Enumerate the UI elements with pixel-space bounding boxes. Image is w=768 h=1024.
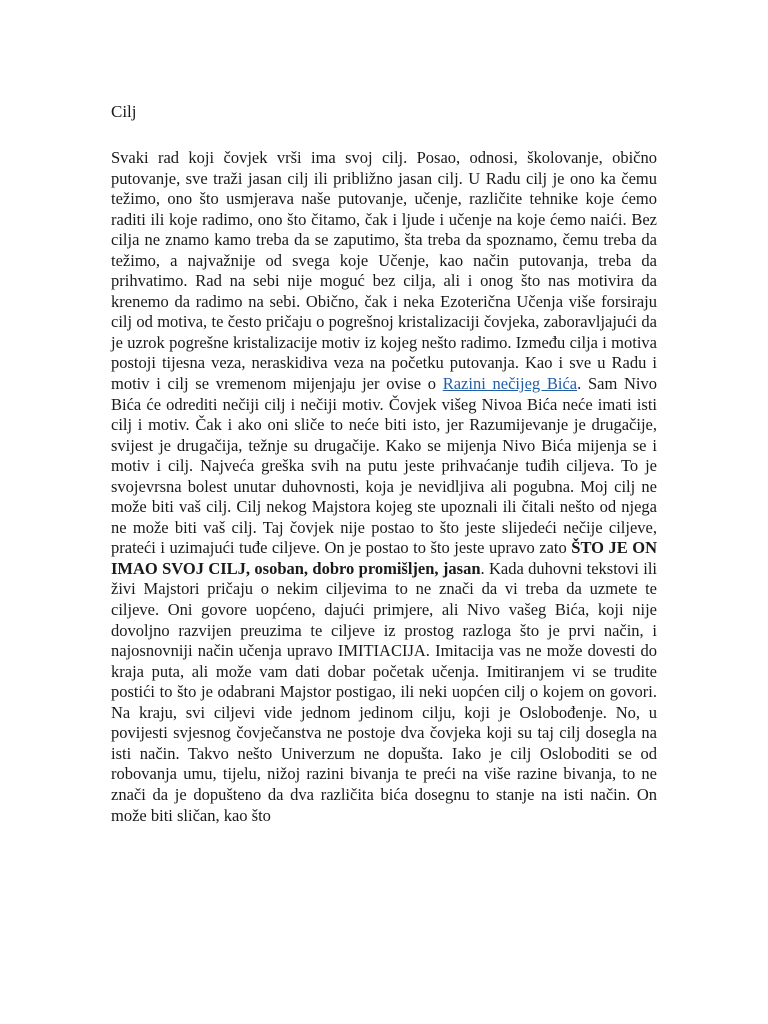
document-page bbox=[111, 100, 657, 826]
paragraph-text-part-2: . Sam Nivo Bića će odrediti nečiji cilj i nečiji motiv. Čovjek višeg Nivoa Bića neće imati isti cilj i motiv. Čak i ako oni sliče to neće biti isto, jer Razumijevanje je drugačije, svijest je drugačija, težnje su drugačije. Kako se mijenja Nivo Bića mijenja se i motiv i cilj. Najveća greška svih na putu jeste prihvaćanje tuđih ciljeva. To je svojevrsna bolest unutar duhovnosti, koja je nevidljiva ali pogubna. Moj cilj ne može biti vaš cilj. Cilj nekog Majstora kojeg ste upoznali ili čitali nešto od njega ne može biti vaš cilj. Taj čovjek nije postao to što jeste slijedeći nečije ciljeve, prateći i uzimajući tuđe ciljeve. On je postao to što jeste upravo zato bbox=[111, 374, 657, 558]
document-title: Cilj bbox=[111, 102, 137, 121]
body-paragraph bbox=[111, 148, 657, 826]
bold-emphasis-text: ŠTO JE ON IMAO SVOJ CILJ, osoban, dobro promišljen, jasan bbox=[111, 538, 657, 578]
paragraph-text-part-1: Svaki rad koji čovjek vrši ima svoj cilj. Posao, odnosi, školovanje, obično putovanje, sve traži jasan cilj ili približno jasan cilj. U Radu cilj je ono ka čemu težimo, ono što usmjerava naše putovanje, učenje, različite tehnike koje ćemo raditi ili koje radimo, ono što čitamo, čak i ljude i učenje na koje ćemo naići. Bez cilja ne znamo kamo treba da se zaputimo, šta treba da spoznamo, čemu treba da težimo, a najvažnije od svega koje Učenje, kao način putovanja, treba da prihvatimo. Rad na sebi nije moguć bez cilja, ali i onog što nas motivira da krenemo da radimo na sebi. Obično, čak i neka Ezoterična Učenja više forsiraju cilj od motiva, te često pričaju o pogrešnoj kristalizaciji čovjeka, zaboravljajući da je uzrok pogrešne kristalizacije motiv iz kojeg nešto radimo. Između cilja i motiva postoji tijesna veza, neraskidiva veza na početku putovanja. Kao i sve u Radu i motiv i cilj se vremenom mijenjaju jer ovise o bbox=[111, 148, 657, 394]
razini-bica-link[interactable]: Razini nečijeg Bića bbox=[442, 374, 578, 394]
paragraph-text-part-3: . Kada duhovni tekstovi ili živi Majstori pričaju o nekim ciljevima to ne znači da vi treba da uzmete te ciljeve. Oni govore uopćeno, dajući primjere, ali Nivo vašeg Bića, koji nije dovoljno razvijen preuzima te ciljeve iz prostog razloga što je prvi način, i najosnovniji način učenja upravo IMITIACIJA. Imitacija vas ne može dovesti do kraja puta, ali može vam dati dobar početak učenja. Imitiranjem vi se trudite postići to što je odabrani Majstor postigao, ili neki uopćen cilj o kojem on govori. Na kraju, svi ciljevi vide jednom jedinom cilju, koji je Oslobođenje. No, u povijesti svjesnog čovječanstva ne postoje dva čovjeka koji su taj cilj dosegla na isti način. Takvo nešto Univerzum ne dopušta. Iako je cilj Osloboditi se od robovanja umu, tijelu, nižoj razini bivanja te preći na više razine bivanja, to ne znači da je dopušteno da dva različita bića dosegnu to stanje na isti način. On može biti sličan, kao što bbox=[111, 558, 657, 825]
